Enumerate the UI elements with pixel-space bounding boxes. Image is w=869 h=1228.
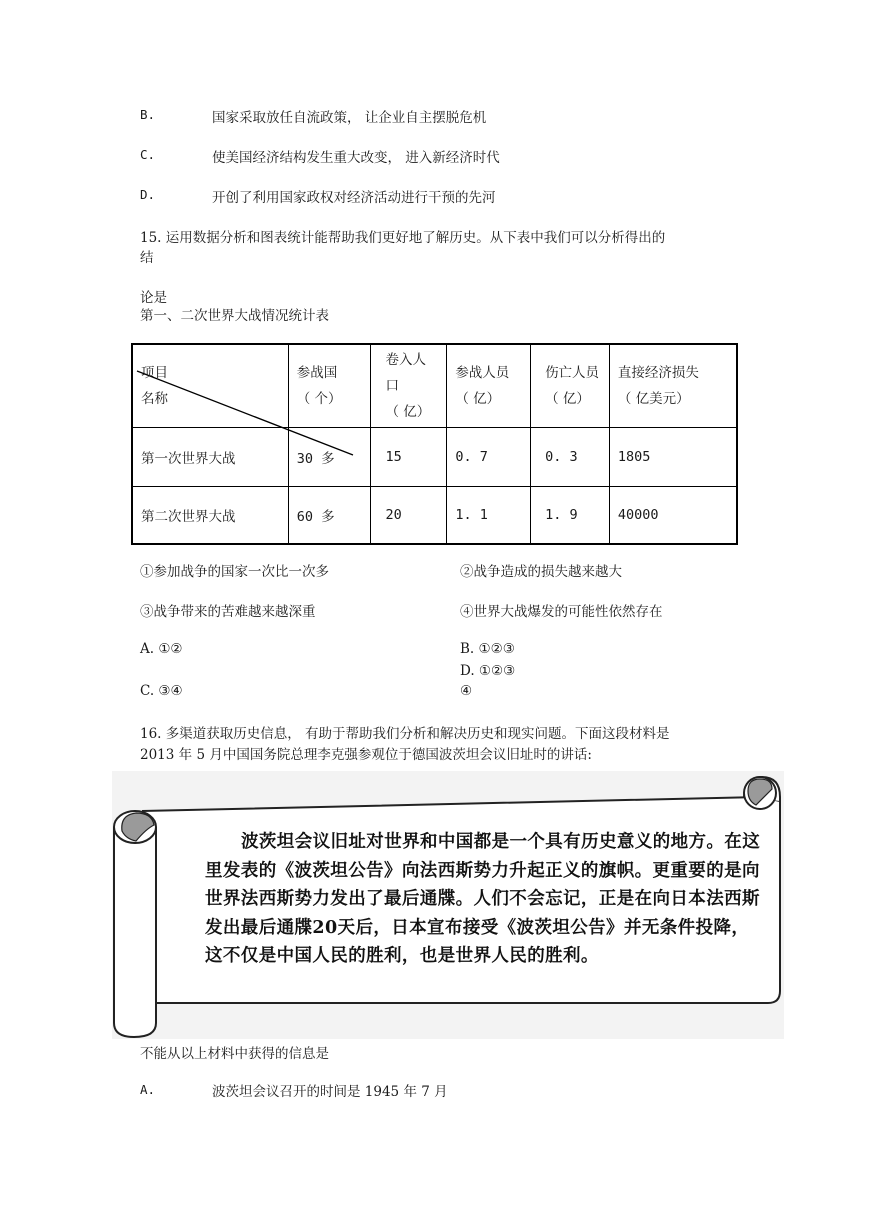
- statement-2: ②战争造成的损失越来越大: [460, 564, 622, 580]
- table-cell: 0. 3: [531, 428, 610, 487]
- q15-stem-line3: 论是: [140, 290, 167, 306]
- statement-3: ③战争带来的苦难越来越深重: [140, 604, 316, 620]
- corner-label-top: 项目: [141, 365, 168, 381]
- row-name-cell: 第二次世界大战: [132, 487, 288, 545]
- table-cell: 1. 1: [447, 487, 531, 545]
- q16-stem-line1: 16. 多渠道获取历史信息， 有助于帮助我们分析和解决历史和现实问题。下面这段材料是: [140, 726, 670, 742]
- table-cell: 0. 7: [447, 428, 531, 487]
- table-title: 第一、二次世界大战情况统计表: [140, 308, 329, 324]
- option-label: C.: [140, 147, 156, 162]
- table-row: [132, 487, 737, 545]
- statement-1: ①参加战争的国家一次比一次多: [140, 564, 329, 580]
- table-cell: 20: [371, 487, 447, 545]
- header-cell: 伤亡人员 （ 亿）: [531, 344, 610, 428]
- corner-label-bottom: 名称: [141, 391, 168, 407]
- q15-stem-line1: 15. 运用数据分析和图表统计能帮助我们更好地了解历史。从下表中我们可以分析得出的: [140, 230, 666, 246]
- q15-option-c: C. ③④: [140, 683, 183, 699]
- q16-question: 不能从以上材料中获得的信息是: [140, 1046, 329, 1062]
- table-cell: 1. 9: [531, 487, 610, 545]
- row-name-cell: 第一次世界大战: [132, 428, 288, 487]
- option-label: D.: [140, 187, 156, 202]
- statement-4: ④世界大战爆发的可能性依然存在: [460, 604, 663, 620]
- header-cell: 直接经济损失 （ 亿美元）: [609, 344, 737, 428]
- option-text: 国家采取放任自流政策， 让企业自主摆脱危机: [212, 110, 487, 126]
- option-text: 使美国经济结构发生重大改变， 进入新经济时代: [212, 150, 500, 166]
- header-cell: 参战国 （ 个）: [288, 344, 371, 428]
- option-label: A.: [140, 1082, 156, 1097]
- table-cell: 1805: [609, 428, 737, 487]
- q15-stem-line2: 结: [140, 250, 154, 266]
- option-text: 波茨坦会议召开的时间是 1945 年 7 月: [212, 1084, 448, 1100]
- q15-option-a: A. ①②: [140, 641, 183, 657]
- table-cell: 60 多: [288, 487, 371, 545]
- q15-option-b: B. ①②③: [460, 641, 515, 657]
- table-cell: 30 多: [288, 428, 371, 487]
- option-label: B.: [140, 107, 156, 122]
- table-cell: 15: [371, 428, 447, 487]
- table-cell: 40000: [609, 487, 737, 545]
- quote-text: 波茨坦会议旧址对世界和中国都是一个具有历史意义的地方。在这里发表的《波茨坦公告》向法西斯势力升起正义的旗帜。更重要的是向世界法西斯势力发出了最后通牒。人们不会忘记，正是在向日本法西斯发出最后通牒20天后，日本宣布接受《波茨坦公告》并无条件投降，这不仅是中国人民的胜利，也是世界人民的胜利。: [205, 832, 761, 966]
- table-corner-diagonal: [131, 343, 361, 463]
- header-cell: 参战人员 （ 亿）: [447, 344, 531, 428]
- option-text: 开创了利用国家政权对经济活动进行干预的先河: [212, 190, 496, 206]
- q15-option-d: D. ①②③: [460, 663, 516, 679]
- q16-stem-line2: 2013 年 5 月中国国务院总理李克强参观位于德国波茨坦会议旧址时的讲话:: [140, 747, 592, 763]
- header-cell: 卷入人口 （ 亿）: [371, 344, 447, 428]
- q15-option-d-cont: ④: [460, 683, 473, 699]
